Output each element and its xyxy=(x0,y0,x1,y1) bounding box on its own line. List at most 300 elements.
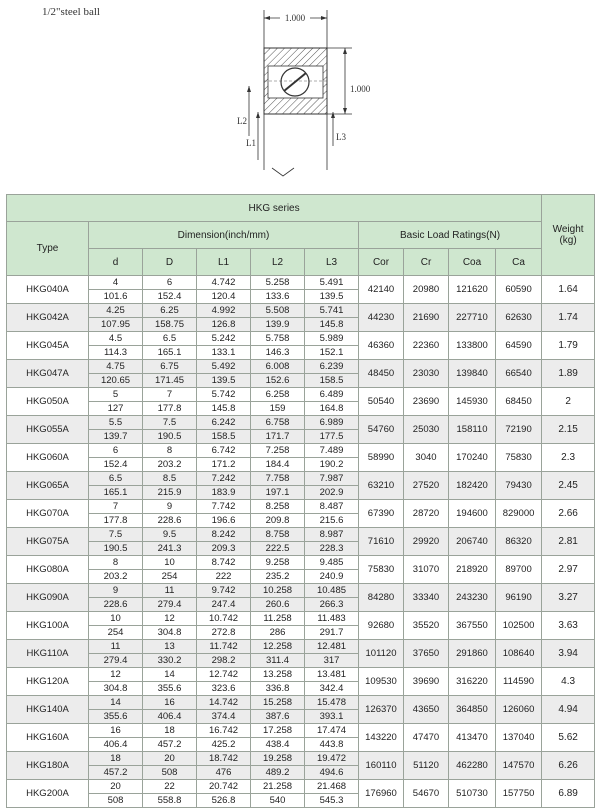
dimension-cell-L1 xyxy=(197,388,251,416)
load-cell-Cor: 101120 xyxy=(359,640,404,668)
dimension-mm-L2: 222.5 xyxy=(265,543,290,554)
dimension-inch-L1: 9.742 xyxy=(197,584,250,598)
dimension-cell-L1 xyxy=(197,668,251,696)
dimension-mm-d: 355.6 xyxy=(103,711,128,722)
col-header-Ca: Ca xyxy=(496,249,542,276)
dimension-cell-L2 xyxy=(251,360,305,388)
dimension-mm-L3: 228.3 xyxy=(319,543,344,554)
dimension-inch-L2: 11.258 xyxy=(251,612,304,626)
dimension-inch-d: 4 xyxy=(89,276,142,290)
dimension-mm-L3: 393.1 xyxy=(319,711,344,722)
col-header-L1: L1 xyxy=(197,249,251,276)
dimension-inch-L2: 12.258 xyxy=(251,640,304,654)
dimension-cell-L3 xyxy=(305,612,359,640)
weight-cell: 1.74 xyxy=(542,304,595,332)
dimension-mm-L3: 266.3 xyxy=(319,599,344,610)
dimension-cell-D xyxy=(143,472,197,500)
dimension-mm-L3: 190.2 xyxy=(319,459,344,470)
load-cell-Cor: 58990 xyxy=(359,444,404,472)
load-cell-Ca: 108640 xyxy=(496,640,542,668)
dimension-mm-D: 165.1 xyxy=(157,347,182,358)
dimension-cell-D xyxy=(143,752,197,780)
dimension-mm-D: 279.4 xyxy=(157,599,182,610)
dimension-cell-L1 xyxy=(197,472,251,500)
load-cell-Cor: 63210 xyxy=(359,472,404,500)
dimension-cell-L1 xyxy=(197,724,251,752)
dimension-inch-L3: 12.481 xyxy=(305,640,358,654)
dimension-mm-L3: 545.3 xyxy=(319,795,344,806)
dimension-mm-L3: 158.5 xyxy=(319,375,344,386)
dimension-inch-L3: 6.989 xyxy=(305,416,358,430)
load-cell-Ca: 64590 xyxy=(496,332,542,360)
dimension-mm-L1: 298.2 xyxy=(211,655,236,666)
dimension-cell-D xyxy=(143,276,197,304)
load-cell-Cr: 3040 xyxy=(404,444,449,472)
load-cell-Cor: 42140 xyxy=(359,276,404,304)
dimension-mm-D: 228.6 xyxy=(157,515,182,526)
dimension-cell-D xyxy=(143,724,197,752)
dimension-inch-D: 22 xyxy=(143,780,196,794)
dimension-inch-d: 20 xyxy=(89,780,142,794)
table-row xyxy=(7,696,595,724)
load-cell-Ca: 62630 xyxy=(496,304,542,332)
dimension-mm-d: 152.4 xyxy=(103,459,128,470)
dimension-mm-L1: 209.3 xyxy=(211,543,236,554)
load-cell-Cr: 39690 xyxy=(404,668,449,696)
dimension-mm-d: 177.8 xyxy=(103,515,128,526)
dimension-inch-d: 16 xyxy=(89,724,142,738)
weight-cell: 2.15 xyxy=(542,416,595,444)
dimension-cell-D xyxy=(143,360,197,388)
dimension-inch-L3: 5.741 xyxy=(305,304,358,318)
weight-cell: 1.79 xyxy=(542,332,595,360)
dimension-mm-d: 120.65 xyxy=(100,375,131,386)
dimension-cell-L2 xyxy=(251,724,305,752)
weight-cell: 2.3 xyxy=(542,444,595,472)
dimension-mm-D: 457.2 xyxy=(157,739,182,750)
weight-cell: 3.63 xyxy=(542,612,595,640)
dimension-inch-L2: 7.258 xyxy=(251,444,304,458)
dimension-inch-L2: 5.508 xyxy=(251,304,304,318)
load-cell-Cr: 27520 xyxy=(404,472,449,500)
weight-cell: 2.97 xyxy=(542,556,595,584)
dimension-cell-d xyxy=(89,584,143,612)
dimension-inch-D: 7.5 xyxy=(143,416,196,430)
dimension-mm-D: 215.9 xyxy=(157,487,182,498)
weight-cell: 5.62 xyxy=(542,724,595,752)
dimension-mm-L1: 139.5 xyxy=(211,375,236,386)
dimension-inch-d: 11 xyxy=(89,640,142,654)
table-row xyxy=(7,360,595,388)
dimension-cell-d xyxy=(89,556,143,584)
dimension-inch-L3: 5.491 xyxy=(305,276,358,290)
hkg-series-table xyxy=(6,194,595,808)
load-cell-Ca: 72190 xyxy=(496,416,542,444)
dimension-inch-L3: 6.489 xyxy=(305,388,358,402)
col-header-Coa: Coa xyxy=(449,249,496,276)
dimension-cell-d xyxy=(89,752,143,780)
dimension-inch-L2: 15.258 xyxy=(251,696,304,710)
dimension-inch-L3: 8.987 xyxy=(305,528,358,542)
table-row xyxy=(7,584,595,612)
dimension-cell-d xyxy=(89,444,143,472)
dimension-cell-D xyxy=(143,556,197,584)
dimension-mm-L1: 526.8 xyxy=(211,795,236,806)
dimension-cell-L3 xyxy=(305,472,359,500)
dimension-mm-L1: 222 xyxy=(215,571,232,582)
table-row xyxy=(7,388,595,416)
dimension-cell-L1 xyxy=(197,416,251,444)
table-row xyxy=(7,528,595,556)
dimension-inch-d: 7.5 xyxy=(89,528,142,542)
load-cell-Ca: 66540 xyxy=(496,360,542,388)
table-row xyxy=(7,332,595,360)
dimension-inch-L2: 6.008 xyxy=(251,360,304,374)
dimension-inch-D: 14 xyxy=(143,668,196,682)
dimension-cell-L2 xyxy=(251,668,305,696)
table-row xyxy=(7,724,595,752)
load-cell-Coa: 243230 xyxy=(449,584,496,612)
dimension-inch-L1: 10.742 xyxy=(197,612,250,626)
dimension-mm-L1: 120.4 xyxy=(211,291,236,302)
dimension-cell-L2 xyxy=(251,556,305,584)
weight-cell: 2.45 xyxy=(542,472,595,500)
dimension-cell-L3 xyxy=(305,780,359,808)
dimension-cell-D xyxy=(143,696,197,724)
table-row xyxy=(7,472,595,500)
load-cell-Ca: 86320 xyxy=(496,528,542,556)
table-row xyxy=(7,752,595,780)
dimension-cell-D xyxy=(143,500,197,528)
dimension-cell-L1 xyxy=(197,528,251,556)
dimension-cell-d xyxy=(89,360,143,388)
dimension-mm-L2: 133.6 xyxy=(265,291,290,302)
dimension-cell-L3 xyxy=(305,584,359,612)
dimension-mm-D: 304.8 xyxy=(157,627,182,638)
load-cell-Ca: 75830 xyxy=(496,444,542,472)
table-row xyxy=(7,276,595,304)
table-row xyxy=(7,500,595,528)
dimension-mm-L1: 126.8 xyxy=(211,319,236,330)
dimension-cell-L3 xyxy=(305,276,359,304)
load-cell-Ca: 114590 xyxy=(496,668,542,696)
load-cell-Coa: 367550 xyxy=(449,612,496,640)
l3-label: L3 xyxy=(336,132,346,142)
dimension-mm-L2: 146.3 xyxy=(265,347,290,358)
dimension-mm-L3: 164.8 xyxy=(319,403,344,414)
type-cell: HKG200A xyxy=(7,780,89,808)
dimension-mm-L2: 260.6 xyxy=(265,599,290,610)
weight-cell: 6.26 xyxy=(542,752,595,780)
dimension-cell-L2 xyxy=(251,584,305,612)
type-cell: HKG060A xyxy=(7,444,89,472)
type-cell: HKG075A xyxy=(7,528,89,556)
dimension-cell-L3 xyxy=(305,304,359,332)
dimension-inch-D: 6.75 xyxy=(143,360,196,374)
type-cell: HKG050A xyxy=(7,388,89,416)
dimension-cell-D xyxy=(143,640,197,668)
dimension-inch-L3: 15.478 xyxy=(305,696,358,710)
dimension-header: Dimension(inch/mm) xyxy=(89,222,359,249)
table-row xyxy=(7,612,595,640)
type-cell: HKG090A xyxy=(7,584,89,612)
dimension-mm-L1: 323.6 xyxy=(211,683,236,694)
dimension-mm-L2: 197.1 xyxy=(265,487,290,498)
col-header-Cr: Cr xyxy=(404,249,449,276)
dimension-cell-L2 xyxy=(251,332,305,360)
dimension-cell-L2 xyxy=(251,416,305,444)
dimension-mm-d: 114.3 xyxy=(103,347,128,358)
dimension-inch-d: 4.25 xyxy=(89,304,142,318)
type-cell: HKG045A xyxy=(7,332,89,360)
load-cell-Coa: 462280 xyxy=(449,752,496,780)
load-cell-Cr: 43650 xyxy=(404,696,449,724)
dimension-cell-L3 xyxy=(305,500,359,528)
dimension-cell-D xyxy=(143,304,197,332)
dimension-mm-L1: 374.4 xyxy=(211,711,236,722)
drawing-caption: 1/2"steel ball xyxy=(42,6,100,18)
load-cell-Ca: 147570 xyxy=(496,752,542,780)
dimension-cell-L2 xyxy=(251,444,305,472)
dimension-mm-L3: 317 xyxy=(323,655,340,666)
load-cell-Ca: 60590 xyxy=(496,276,542,304)
dimension-inch-D: 13 xyxy=(143,640,196,654)
dimension-mm-D: 406.4 xyxy=(157,711,182,722)
dimension-mm-d: 190.5 xyxy=(103,543,128,554)
dimension-mm-D: 190.5 xyxy=(157,431,182,442)
dimension-inch-D: 20 xyxy=(143,752,196,766)
dimension-mm-L3: 342.4 xyxy=(319,683,344,694)
dimension-mm-L2: 387.6 xyxy=(265,711,290,722)
dimension-cell-L3 xyxy=(305,416,359,444)
dimension-inch-D: 12 xyxy=(143,612,196,626)
dimension-mm-L3: 215.6 xyxy=(319,515,344,526)
dimension-cell-D xyxy=(143,416,197,444)
dimension-inch-D: 9.5 xyxy=(143,528,196,542)
dimension-mm-L2: 209.8 xyxy=(265,515,290,526)
load-cell-Cr: 51120 xyxy=(404,752,449,780)
type-cell: HKG140A xyxy=(7,696,89,724)
load-cell-Cor: 109530 xyxy=(359,668,404,696)
load-cell-Cor: 126370 xyxy=(359,696,404,724)
dimension-cell-d xyxy=(89,640,143,668)
table-row xyxy=(7,640,595,668)
dimension-inch-L2: 6.258 xyxy=(251,388,304,402)
dimension-mm-L3: 139.5 xyxy=(319,291,344,302)
dimension-inch-L1: 7.742 xyxy=(197,500,250,514)
dimension-cell-d xyxy=(89,500,143,528)
load-ratings-header: Basic Load Ratings(N) xyxy=(359,222,542,249)
load-cell-Cr: 37650 xyxy=(404,640,449,668)
dimension-cell-L2 xyxy=(251,472,305,500)
dimension-mm-d: 165.1 xyxy=(103,487,128,498)
load-cell-Ca: 829000 xyxy=(496,500,542,528)
type-cell: HKG065A xyxy=(7,472,89,500)
dimension-mm-L1: 171.2 xyxy=(211,459,236,470)
dimension-mm-d: 254 xyxy=(107,627,124,638)
load-cell-Cr: 33340 xyxy=(404,584,449,612)
type-header: Type xyxy=(7,222,89,276)
load-cell-Coa: 218920 xyxy=(449,556,496,584)
dimension-inch-D: 8.5 xyxy=(143,472,196,486)
dimension-cell-L3 xyxy=(305,388,359,416)
dimension-inch-L3: 11.483 xyxy=(305,612,358,626)
dimension-mm-D: 171.45 xyxy=(154,375,185,386)
dimension-inch-L3: 6.239 xyxy=(305,360,358,374)
dimension-inch-L3: 13.481 xyxy=(305,668,358,682)
dimension-inch-L1: 7.242 xyxy=(197,472,250,486)
dimension-cell-D xyxy=(143,780,197,808)
dimension-cell-L2 xyxy=(251,388,305,416)
dimension-inch-L2: 21.258 xyxy=(251,780,304,794)
dimension-cell-D xyxy=(143,668,197,696)
dimension-cell-L3 xyxy=(305,640,359,668)
load-cell-Ca: 79430 xyxy=(496,472,542,500)
load-cell-Ca: 157750 xyxy=(496,780,542,808)
dimension-mm-L3: 443.8 xyxy=(319,739,344,750)
dimension-mm-L2: 139.9 xyxy=(265,319,290,330)
dimension-cell-L3 xyxy=(305,724,359,752)
load-cell-Coa: 364850 xyxy=(449,696,496,724)
dimension-cell-d xyxy=(89,528,143,556)
dimension-mm-L1: 145.8 xyxy=(211,403,236,414)
dimension-cell-L1 xyxy=(197,304,251,332)
dimension-inch-L1: 11.742 xyxy=(197,640,250,654)
dimension-mm-D: 177.8 xyxy=(157,403,182,414)
dimension-inch-L2: 19.258 xyxy=(251,752,304,766)
dimension-cell-L1 xyxy=(197,780,251,808)
dimension-inch-d: 10 xyxy=(89,612,142,626)
dimension-inch-L1: 16.742 xyxy=(197,724,250,738)
dimension-mm-L2: 286 xyxy=(269,627,286,638)
dimension-mm-L3: 177.5 xyxy=(319,431,344,442)
load-cell-Ca: 126060 xyxy=(496,696,542,724)
dimension-inch-L3: 9.485 xyxy=(305,556,358,570)
dimension-mm-d: 228.6 xyxy=(103,599,128,610)
load-cell-Cr: 21690 xyxy=(404,304,449,332)
dimension-mm-D: 254 xyxy=(161,571,178,582)
dimension-inch-L3: 7.987 xyxy=(305,472,358,486)
dimension-mm-L2: 152.6 xyxy=(265,375,290,386)
load-cell-Cr: 23690 xyxy=(404,388,449,416)
dimension-cell-d xyxy=(89,276,143,304)
dimension-mm-L2: 235.2 xyxy=(265,571,290,582)
dimension-cell-L2 xyxy=(251,528,305,556)
dimension-cell-D xyxy=(143,584,197,612)
dimension-mm-L3: 145.8 xyxy=(319,319,344,330)
dimension-mm-d: 304.8 xyxy=(103,683,128,694)
load-cell-Cr: 23030 xyxy=(404,360,449,388)
dimension-mm-L3: 152.1 xyxy=(319,347,344,358)
height-dimension-label: 1.000 xyxy=(350,84,371,94)
dimension-inch-L2: 8.758 xyxy=(251,528,304,542)
dimension-cell-L1 xyxy=(197,696,251,724)
dimension-inch-L1: 4.742 xyxy=(197,276,250,290)
type-cell: HKG042A xyxy=(7,304,89,332)
weight-header: Weight (kg) xyxy=(542,195,595,276)
load-cell-Ca: 96190 xyxy=(496,584,542,612)
dimension-mm-d: 127 xyxy=(107,403,124,414)
dimension-inch-L2: 13.258 xyxy=(251,668,304,682)
col-header-d: d xyxy=(89,249,143,276)
weight-cell: 4.94 xyxy=(542,696,595,724)
dimension-mm-D: 241.3 xyxy=(157,543,182,554)
load-cell-Coa: 182420 xyxy=(449,472,496,500)
dimension-cell-D xyxy=(143,444,197,472)
dimension-mm-d: 279.4 xyxy=(103,655,128,666)
dimension-mm-L1: 158.5 xyxy=(211,431,236,442)
load-cell-Cor: 176960 xyxy=(359,780,404,808)
type-cell: HKG040A xyxy=(7,276,89,304)
dimension-mm-L3: 240.9 xyxy=(319,571,344,582)
load-cell-Coa: 510730 xyxy=(449,780,496,808)
dimension-mm-L2: 311.4 xyxy=(265,655,290,666)
dimension-mm-L2: 489.2 xyxy=(265,767,290,778)
dimension-inch-L1: 6.742 xyxy=(197,444,250,458)
dimension-inch-L1: 14.742 xyxy=(197,696,250,710)
col-header-L3: L3 xyxy=(305,249,359,276)
type-cell: HKG047A xyxy=(7,360,89,388)
dimension-inch-D: 6.5 xyxy=(143,332,196,346)
dimension-mm-L3: 494.6 xyxy=(319,767,344,778)
dimension-mm-L1: 133.1 xyxy=(211,347,236,358)
type-cell: HKG080A xyxy=(7,556,89,584)
load-cell-Cor: 75830 xyxy=(359,556,404,584)
dimension-mm-L1: 196.6 xyxy=(211,515,236,526)
dimension-inch-d: 12 xyxy=(89,668,142,682)
dimension-inch-L1: 18.742 xyxy=(197,752,250,766)
dimension-mm-d: 101.6 xyxy=(103,291,128,302)
dimension-inch-D: 8 xyxy=(143,444,196,458)
dimension-mm-L2: 184.4 xyxy=(265,459,290,470)
dimension-cell-L1 xyxy=(197,612,251,640)
weight-cell: 3.94 xyxy=(542,640,595,668)
dimension-inch-L3: 19.472 xyxy=(305,752,358,766)
weight-cell: 1.64 xyxy=(542,276,595,304)
load-cell-Cr: 31070 xyxy=(404,556,449,584)
load-cell-Cr: 29920 xyxy=(404,528,449,556)
dimension-mm-L2: 438.4 xyxy=(265,739,290,750)
dimension-inch-L1: 6.242 xyxy=(197,416,250,430)
dimension-mm-D: 158.75 xyxy=(154,319,185,330)
dimension-inch-L1: 8.742 xyxy=(197,556,250,570)
dimension-inch-d: 8 xyxy=(89,556,142,570)
dimension-cell-L1 xyxy=(197,360,251,388)
weight-cell: 1.89 xyxy=(542,360,595,388)
dimension-cell-L2 xyxy=(251,304,305,332)
load-cell-Cor: 143220 xyxy=(359,724,404,752)
dimension-inch-D: 6.25 xyxy=(143,304,196,318)
load-cell-Coa: 206740 xyxy=(449,528,496,556)
weight-cell: 3.27 xyxy=(542,584,595,612)
dimension-inch-L2: 9.258 xyxy=(251,556,304,570)
l1-label: L1 xyxy=(246,138,256,148)
dimension-cell-L3 xyxy=(305,668,359,696)
load-cell-Coa: 316220 xyxy=(449,668,496,696)
table-row xyxy=(7,556,595,584)
dimension-inch-d: 9 xyxy=(89,584,142,598)
load-cell-Coa: 194600 xyxy=(449,500,496,528)
weight-cell: 2.66 xyxy=(542,500,595,528)
dimension-inch-D: 7 xyxy=(143,388,196,402)
dimension-cell-L1 xyxy=(197,640,251,668)
type-cell: HKG055A xyxy=(7,416,89,444)
dimension-cell-D xyxy=(143,332,197,360)
dimension-inch-D: 6 xyxy=(143,276,196,290)
table-row xyxy=(7,444,595,472)
dimension-cell-L1 xyxy=(197,556,251,584)
dimension-inch-L3: 10.485 xyxy=(305,584,358,598)
